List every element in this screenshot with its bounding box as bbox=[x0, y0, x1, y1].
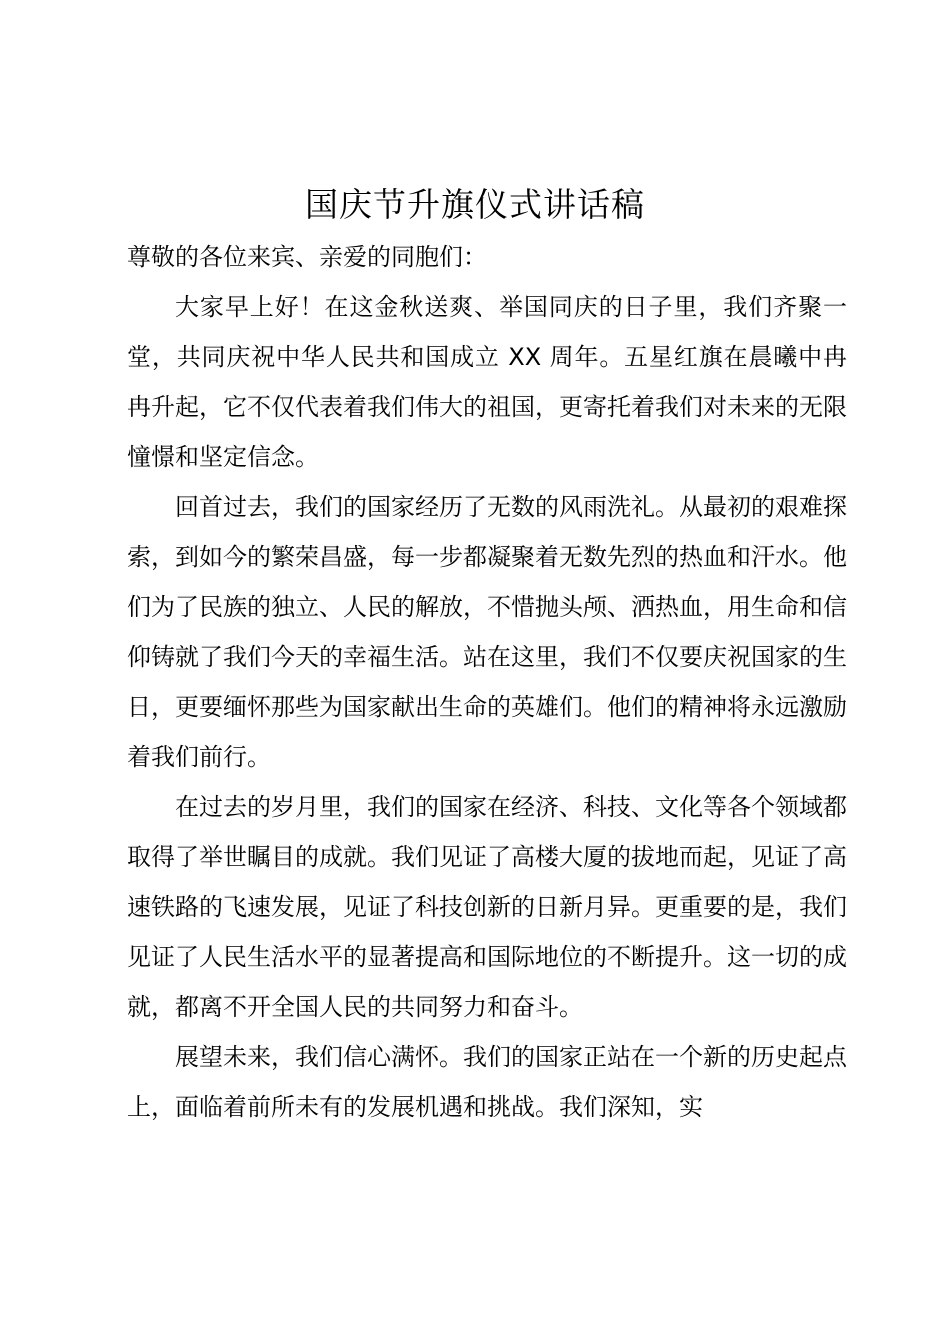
document-body bbox=[127, 232, 847, 1132]
salutation: 尊敬的各位来宾、亲爱的同胞们： bbox=[127, 243, 487, 271]
document-title: 国庆节升旗仪式讲话稿 bbox=[305, 185, 645, 224]
paragraph-2: 回首过去，我们的国家经历了无数的风雨洗礼。从最初的艰难探索，到如今的繁荣昌盛，每一步都凝聚着无数先烈的热血和汗水。他们为了民族的独立、人民的解放，不惜抛头颅、洒热血，用生命和信仰铸就了我们今天的幸福生活。站在这里，我们不仅要庆祝国家的生日，更要缅怀那些为国家献出生命的英雄们。他们的精神将永远激励着我们前行。 bbox=[127, 493, 847, 771]
paragraph-3: 在过去的岁月里，我们的国家在经济、科技、文化等各个领域都取得了举世瞩目的成就。我们见证了高楼大厦的拔地而起，见证了高速铁路的飞速发展，见证了科技创新的日新月异。更重要的是，我们见证了人民生活水平的显著提高和国际地位的不断提升。这一切的成就，都离不开全国人民的共同努力和奋斗。 bbox=[127, 793, 847, 1021]
paragraph-1: 大家早上好！在这金秋送爽、举国同庆的日子里，我们齐聚一堂，共同庆祝中华人民共和国成立 XX 周年。五星红旗在晨曦中冉冉升起，它不仅代表着我们伟大的祖国，更寄托着我们对未来的无限憧憬和坚定信念。 bbox=[127, 293, 847, 471]
paragraph-4: 展望未来，我们信心满怀。我们的国家正站在一个新的历史起点上，面临着前所未有的发展机遇和挑战。我们深知，实 bbox=[127, 1043, 847, 1121]
